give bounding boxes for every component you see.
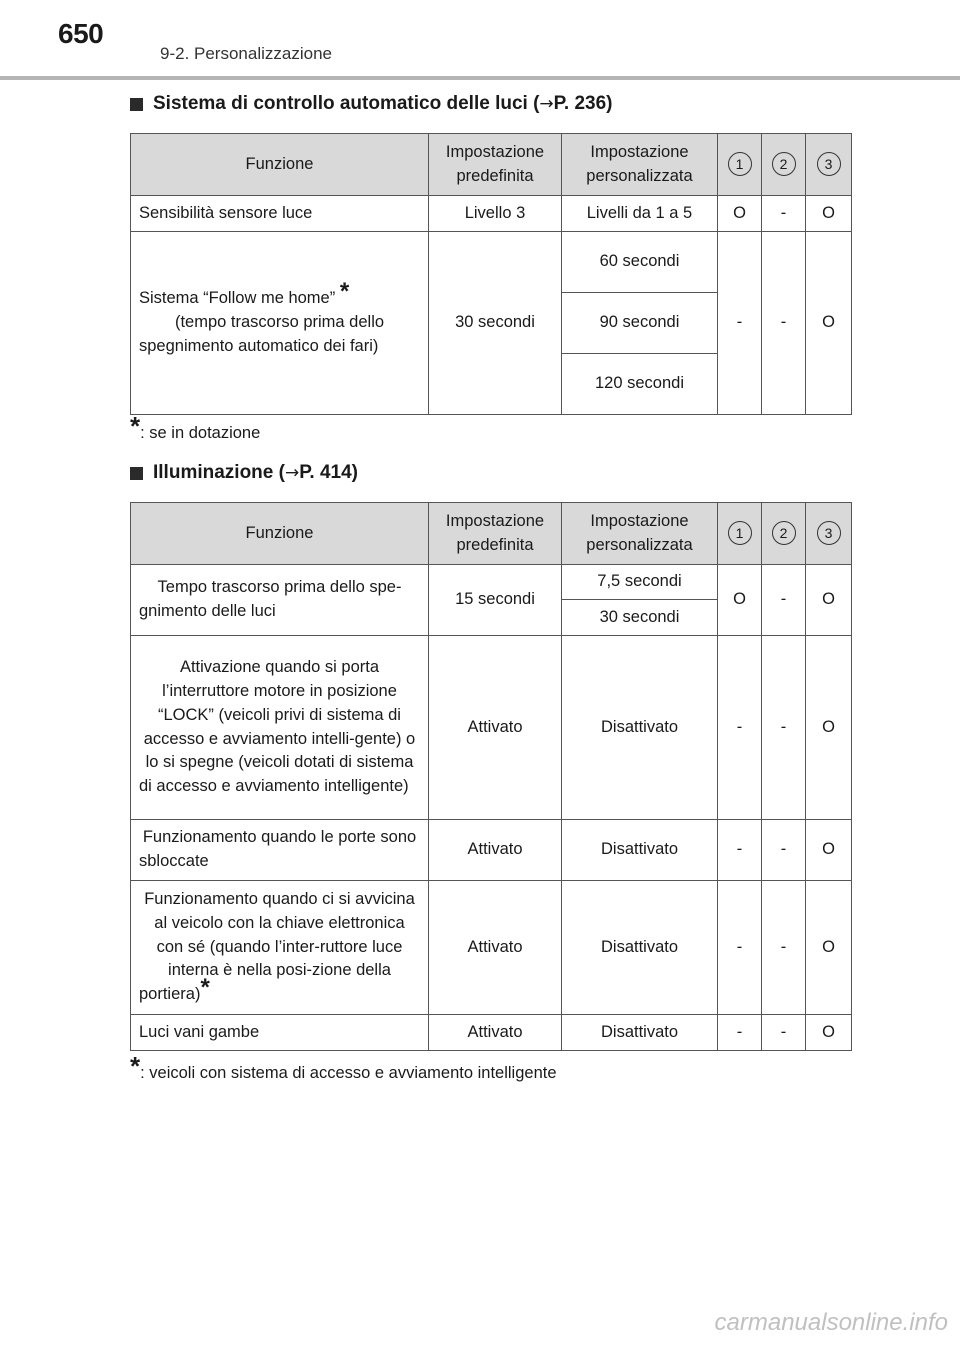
section-heading-illumination [130, 462, 358, 484]
table-row [131, 232, 852, 293]
method-1-cell: - [718, 636, 762, 820]
square-bullet-icon [130, 98, 143, 111]
method-1-cell: - [718, 232, 762, 415]
column-header-custom: Impostazione personalizzata [562, 134, 718, 196]
method-1-cell: - [718, 820, 762, 881]
circled-two-icon: 2 [772, 152, 796, 176]
column-header-method-3 [806, 503, 852, 565]
method-1-cell: O [718, 565, 762, 636]
footnote-illumination [130, 1051, 557, 1083]
method-1-cell: O [718, 196, 762, 232]
function-cell: Funzionamento quando le porte sono sbloccate [131, 820, 429, 881]
settings-table-auto-lights [130, 133, 852, 415]
circled-one-icon: 1 [728, 521, 752, 545]
watermark: carmanualsonline.info [714, 1309, 948, 1336]
custom-cell: 30 secondi [562, 600, 718, 636]
default-cell: Attivato [429, 820, 562, 881]
custom-cell: 7,5 secondi [562, 565, 718, 600]
default-cell: Attivato [429, 881, 562, 1015]
function-text: (tempo trascorso prima dello spegnimento automatico dei fari) [139, 313, 385, 355]
page-number: 650 [58, 18, 104, 49]
method-1-cell: - [718, 1015, 762, 1051]
method-3-cell: O [806, 820, 852, 881]
function-text: Funzionamento quando ci si avvicina al veicolo con la chiave elettronica con sé (quando l’inter-ruttore luce interna è nella posi-zione della portiera) [139, 889, 415, 1004]
default-cell: 15 secondi [429, 565, 562, 636]
footnote-asterisk: * [130, 1051, 141, 1081]
table-row [131, 196, 852, 232]
column-header-custom: Impostazione personalizzata [562, 503, 718, 565]
default-cell: Attivato [429, 636, 562, 820]
function-cell [131, 881, 429, 1015]
chapter-title: 9-2. Personalizzazione [160, 44, 332, 63]
column-header-default: Impostazione predefinita [429, 503, 562, 565]
circled-one-icon: 1 [728, 152, 752, 176]
custom-cell: Disattivato [562, 820, 718, 881]
default-cell: Livello 3 [429, 196, 562, 232]
method-2-cell: - [762, 881, 806, 1015]
arrow-right-icon: → [539, 94, 554, 114]
method-2-cell: - [762, 196, 806, 232]
heading-text: Sistema di controllo automatico delle luci ( [153, 93, 540, 114]
footnote-asterisk: * [130, 411, 141, 441]
custom-cell: Disattivato [562, 1015, 718, 1051]
table-row [131, 881, 852, 1015]
page-reference-link[interactable]: P. 236) [553, 93, 613, 114]
custom-cell: Livelli da 1 a 5 [562, 196, 718, 232]
footnote-asterisk: * [339, 278, 350, 306]
page-reference-link[interactable]: P. 414) [299, 462, 359, 483]
method-3-cell: O [806, 1015, 852, 1051]
square-bullet-icon [130, 467, 143, 480]
column-header-method-2 [762, 134, 806, 196]
column-header-function: Funzione [131, 134, 429, 196]
table-header-row [131, 134, 852, 196]
custom-cell: 120 secondi [562, 354, 718, 415]
function-cell: Luci vani gambe [131, 1015, 429, 1051]
method-3-cell: O [806, 196, 852, 232]
custom-cell: Disattivato [562, 881, 718, 1015]
method-2-cell: - [762, 820, 806, 881]
circled-two-icon: 2 [772, 521, 796, 545]
function-cell: Sensibilità sensore luce [131, 196, 429, 232]
column-header-default: Impostazione predefinita [429, 134, 562, 196]
custom-cell: Disattivato [562, 636, 718, 820]
circled-three-icon: 3 [817, 521, 841, 545]
default-cell: 30 secondi [429, 232, 562, 415]
header-rule [0, 76, 960, 80]
heading-text: Illuminazione ( [153, 462, 285, 483]
column-header-method-1 [718, 134, 762, 196]
column-header-function: Funzione [131, 503, 429, 565]
column-header-method-1 [718, 503, 762, 565]
footnote-asterisk: * [200, 974, 210, 1002]
function-text: Sistema “Follow me home” [139, 289, 340, 308]
function-cell [131, 232, 429, 415]
table-row [131, 820, 852, 881]
method-2-cell: - [762, 565, 806, 636]
table-row [131, 1015, 852, 1051]
section-heading-auto-lights [130, 93, 612, 115]
method-3-cell: O [806, 232, 852, 415]
arrow-right-icon: → [284, 463, 300, 483]
footnote-text: : veicoli con sistema di accesso e avviamento intelligente [140, 1064, 557, 1082]
footnote-text: : se in dotazione [140, 424, 261, 442]
custom-cell: 90 secondi [562, 293, 718, 354]
table-row [131, 565, 852, 600]
column-header-method-2 [762, 503, 806, 565]
column-header-method-3 [806, 134, 852, 196]
method-3-cell: O [806, 565, 852, 636]
settings-table-illumination [130, 502, 852, 1051]
table-row [131, 636, 852, 820]
method-1-cell: - [718, 881, 762, 1015]
method-2-cell: - [762, 1015, 806, 1051]
footnote-auto-lights [130, 411, 261, 443]
default-cell: Attivato [429, 1015, 562, 1051]
method-3-cell: O [806, 881, 852, 1015]
circled-three-icon: 3 [817, 152, 841, 176]
function-cell: Tempo trascorso prima dello spe-gnimento delle luci [131, 565, 429, 636]
method-3-cell: O [806, 636, 852, 820]
method-2-cell: - [762, 636, 806, 820]
custom-cell: 60 secondi [562, 232, 718, 293]
function-cell: Attivazione quando si porta l’interruttore motore in posizione “LOCK” (veicoli privi di sistema di accesso e avviamento intelli-gente) o lo si spegne (veicoli dotati di sistema di accesso e avviamento intelligente) [131, 636, 429, 820]
table-header-row [131, 503, 852, 565]
method-2-cell: - [762, 232, 806, 415]
